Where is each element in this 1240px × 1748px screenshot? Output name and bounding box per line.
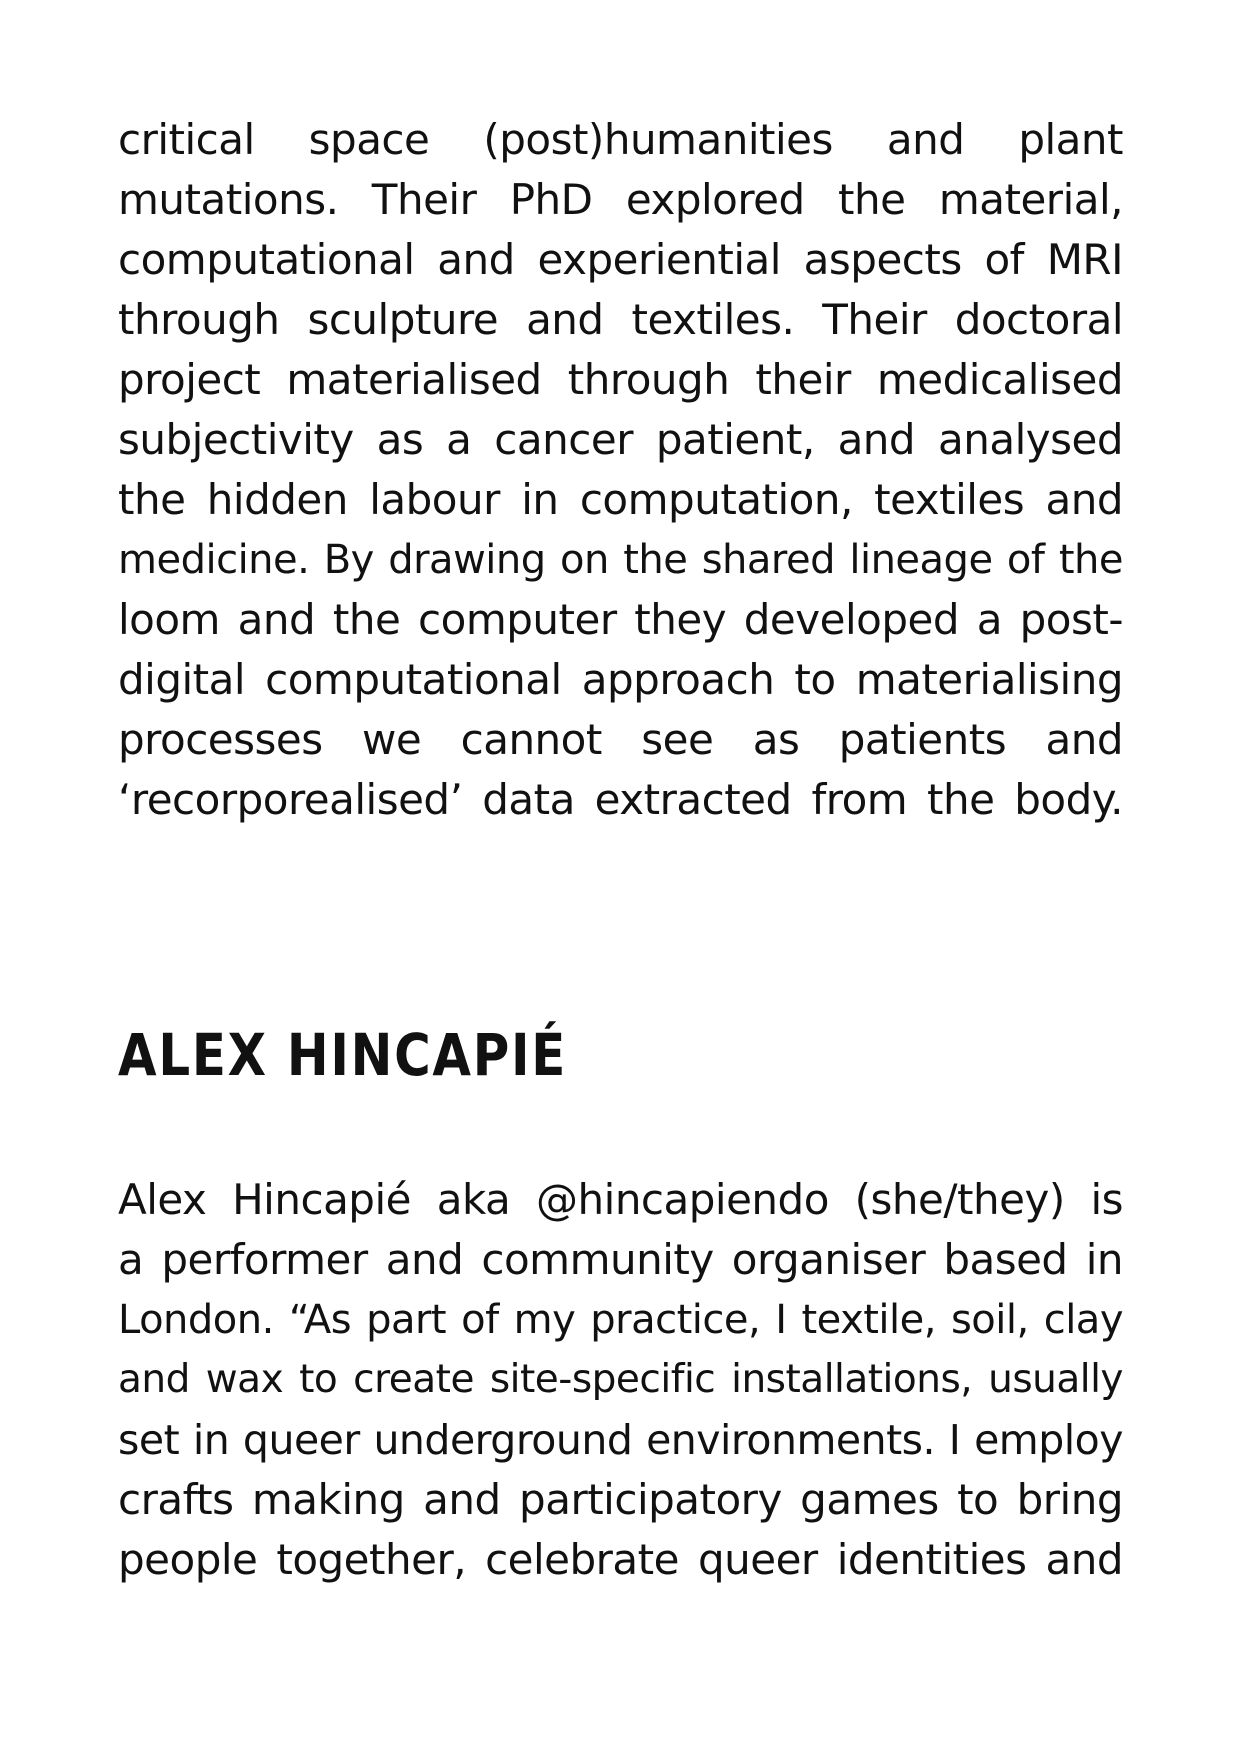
paragraph-line: digital computational approach to materialising	[118, 655, 1123, 704]
bio-paragraph-alex-hincapie	[118, 1170, 1123, 1590]
paragraph-line: ‘recorporealised’ data extracted from the body.	[118, 775, 1123, 824]
paragraph-line: subjectivity as a cancer patient, and analysed	[118, 415, 1123, 464]
paragraph-line: loom and the computer they developed a post-	[118, 595, 1123, 644]
paragraph-line: Alex Hincapié aka @hincapiendo (she/they) is	[118, 1175, 1123, 1224]
paragraph-line: processes we cannot see as patients and	[118, 715, 1123, 764]
paragraph-line: critical space (post)humanities and plant	[118, 115, 1123, 164]
paragraph-line: crafts making and participatory games to bring	[118, 1475, 1123, 1524]
paragraph-line: through sculpture and textiles. Their doctoral	[118, 295, 1123, 344]
bio-paragraph-previous	[118, 110, 1123, 830]
paragraph-line: a performer and community organiser based in	[118, 1235, 1123, 1284]
paragraph-line: project materialised through their medicalised	[118, 355, 1123, 404]
paragraph-line: the hidden labour in computation, textiles and	[118, 475, 1123, 524]
paragraph-line: medicine. By drawing on the shared lineage of the	[118, 537, 1123, 583]
paragraph-line: and wax to create site-specific installations, usually	[118, 1357, 1123, 1402]
paragraph-line: computational and experiential aspects of MRI	[118, 235, 1123, 284]
paragraph-line: mutations. Their PhD explored the material,	[118, 175, 1123, 224]
paragraph-line: people together, celebrate queer identities and	[118, 1535, 1123, 1584]
paragraph-line: set in queer underground environments. I employ	[118, 1416, 1123, 1464]
section-heading: ALEX HINCAPIÉ	[118, 1021, 568, 1089]
paragraph-line: London. “As part of my practice, I textile, soil, clay	[118, 1297, 1123, 1343]
